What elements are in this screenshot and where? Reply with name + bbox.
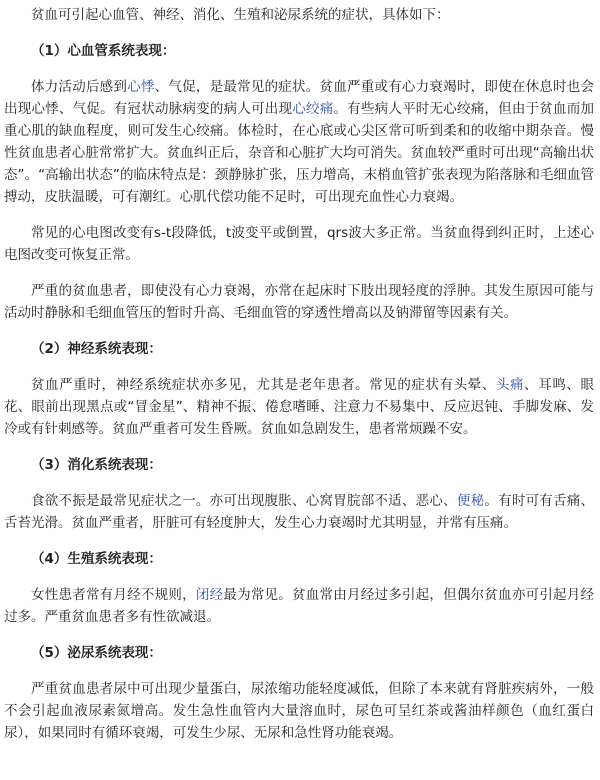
keyword-link[interactable]: 心绞痛: [292, 101, 334, 117]
section-heading: （5）泌尿系统表现：: [31, 645, 162, 661]
article-body: [0, 4, 600, 758]
section-paragraph: [4, 76, 594, 208]
section-heading: （4）生殖系统表现：: [31, 551, 162, 567]
paragraph-text: 食欲不振是最常见症状之一。亦可出现腹胀、心窝胃脘部不适、恶心、: [31, 493, 457, 509]
paragraph-text: 贫血严重时，神经系统症状亦多见，尤其是老年患者。常见的症状有头晕、: [31, 377, 496, 393]
section-paragraph: [4, 490, 594, 534]
keyword-link[interactable]: 心悸: [127, 79, 155, 95]
paragraph-text: 女性患者常有月经不规则，: [31, 587, 196, 603]
paragraph-text: 、耳鸣、眼花、眼前出现黑点或“冒金星”、精神不振、倦怠嗜睡、注意力不易集中、反应迟钝、手脚发麻、发冷或有针刺感等。贫血严重者可发生昏厥。贫血如急剧发生，患者常烦躁不安。: [4, 377, 595, 437]
section-paragraph: [4, 584, 594, 628]
keyword-link[interactable]: 便秘: [456, 493, 485, 509]
sections-container: [4, 40, 594, 744]
paragraph-text: 、气促，是最常见的症状。贫血严重或有心力衰竭时，即使在休息时也会出现心悸、气促。有冠状动脉病变的病人可出现: [4, 79, 595, 117]
paragraph-text: 常见的心电图改变有s-t段降低，t波变平或倒置，qrs波大多正常。当贫血得到纠正时，上述心电图改变可恢复正常。: [4, 225, 594, 263]
section-heading: （2）神经系统表现：: [31, 341, 162, 357]
paragraph-text: 最为常见。贫血常由月经过多引起，但偶尔贫血亦可引起月经过多。严重贫血患者多有性欲减退。: [4, 587, 595, 625]
keyword-link[interactable]: 闭经: [195, 587, 224, 603]
section-paragraph: [4, 374, 594, 440]
keyword-link[interactable]: 头痛: [495, 377, 525, 393]
section-heading: （3）消化系统表现：: [31, 457, 162, 473]
paragraph-text: 严重贫血患者尿中可出现少量蛋白，尿浓缩功能轻度减低，但除了本来就有肾脏疾病外，一般不会引起血液尿素氮增高。发生急性血管内大量溶血时，尿色可呈红茶或酱油样颜色（血红蛋白尿），如果同时有循环衰竭，可发生少尿、无尿和急性肾功能衰竭。: [4, 681, 594, 741]
intro-text: 贫血可引起心血管、神经、消化、生殖和泌尿系统的症状，具体如下：: [31, 7, 450, 23]
paragraph-text: 。有些病人平时无心绞痛，但由于贫血而加重心肌的缺血程度，则可发生心绞痛。体检时，在心底或心尖区常可听到柔和的收缩中期杂音。慢性贫血患者心脏常常扩大。贫血纠正后，杂音和心脏扩大均可消失。贫血较严重时可出现“高输出状态”。“高输出状态”的临床特点是：颈静脉扩张，压力增高，末梢血管扩张表现为陷落脉和毛细血管搏动，皮肤温暖，可有潮红。心肌代偿功能不足时，可出现充血性心力衰竭。: [4, 101, 595, 205]
section-heading: （1）心血管系统表现：: [31, 43, 176, 59]
section-paragraph: [4, 678, 594, 744]
paragraph-text: 严重的贫血患者，即使没有心力衰竭，亦常在起床时下肢出现轻度的浮肿。其发生原因可能与活动时静脉和毛细血管压的暂时升高、毛细血管的穿透性增高以及钠滞留等因素有关。: [4, 283, 594, 321]
paragraph-text: 。有时可有舌痛、舌苔光滑。贫血严重者，肝脏可有轻度肿大，发生心力衰竭时尤其明显，并常有压痛。: [4, 493, 595, 531]
section-paragraph: [4, 222, 594, 266]
section-paragraph: [4, 280, 594, 324]
paragraph-text: 体力活动后感到: [31, 79, 128, 95]
